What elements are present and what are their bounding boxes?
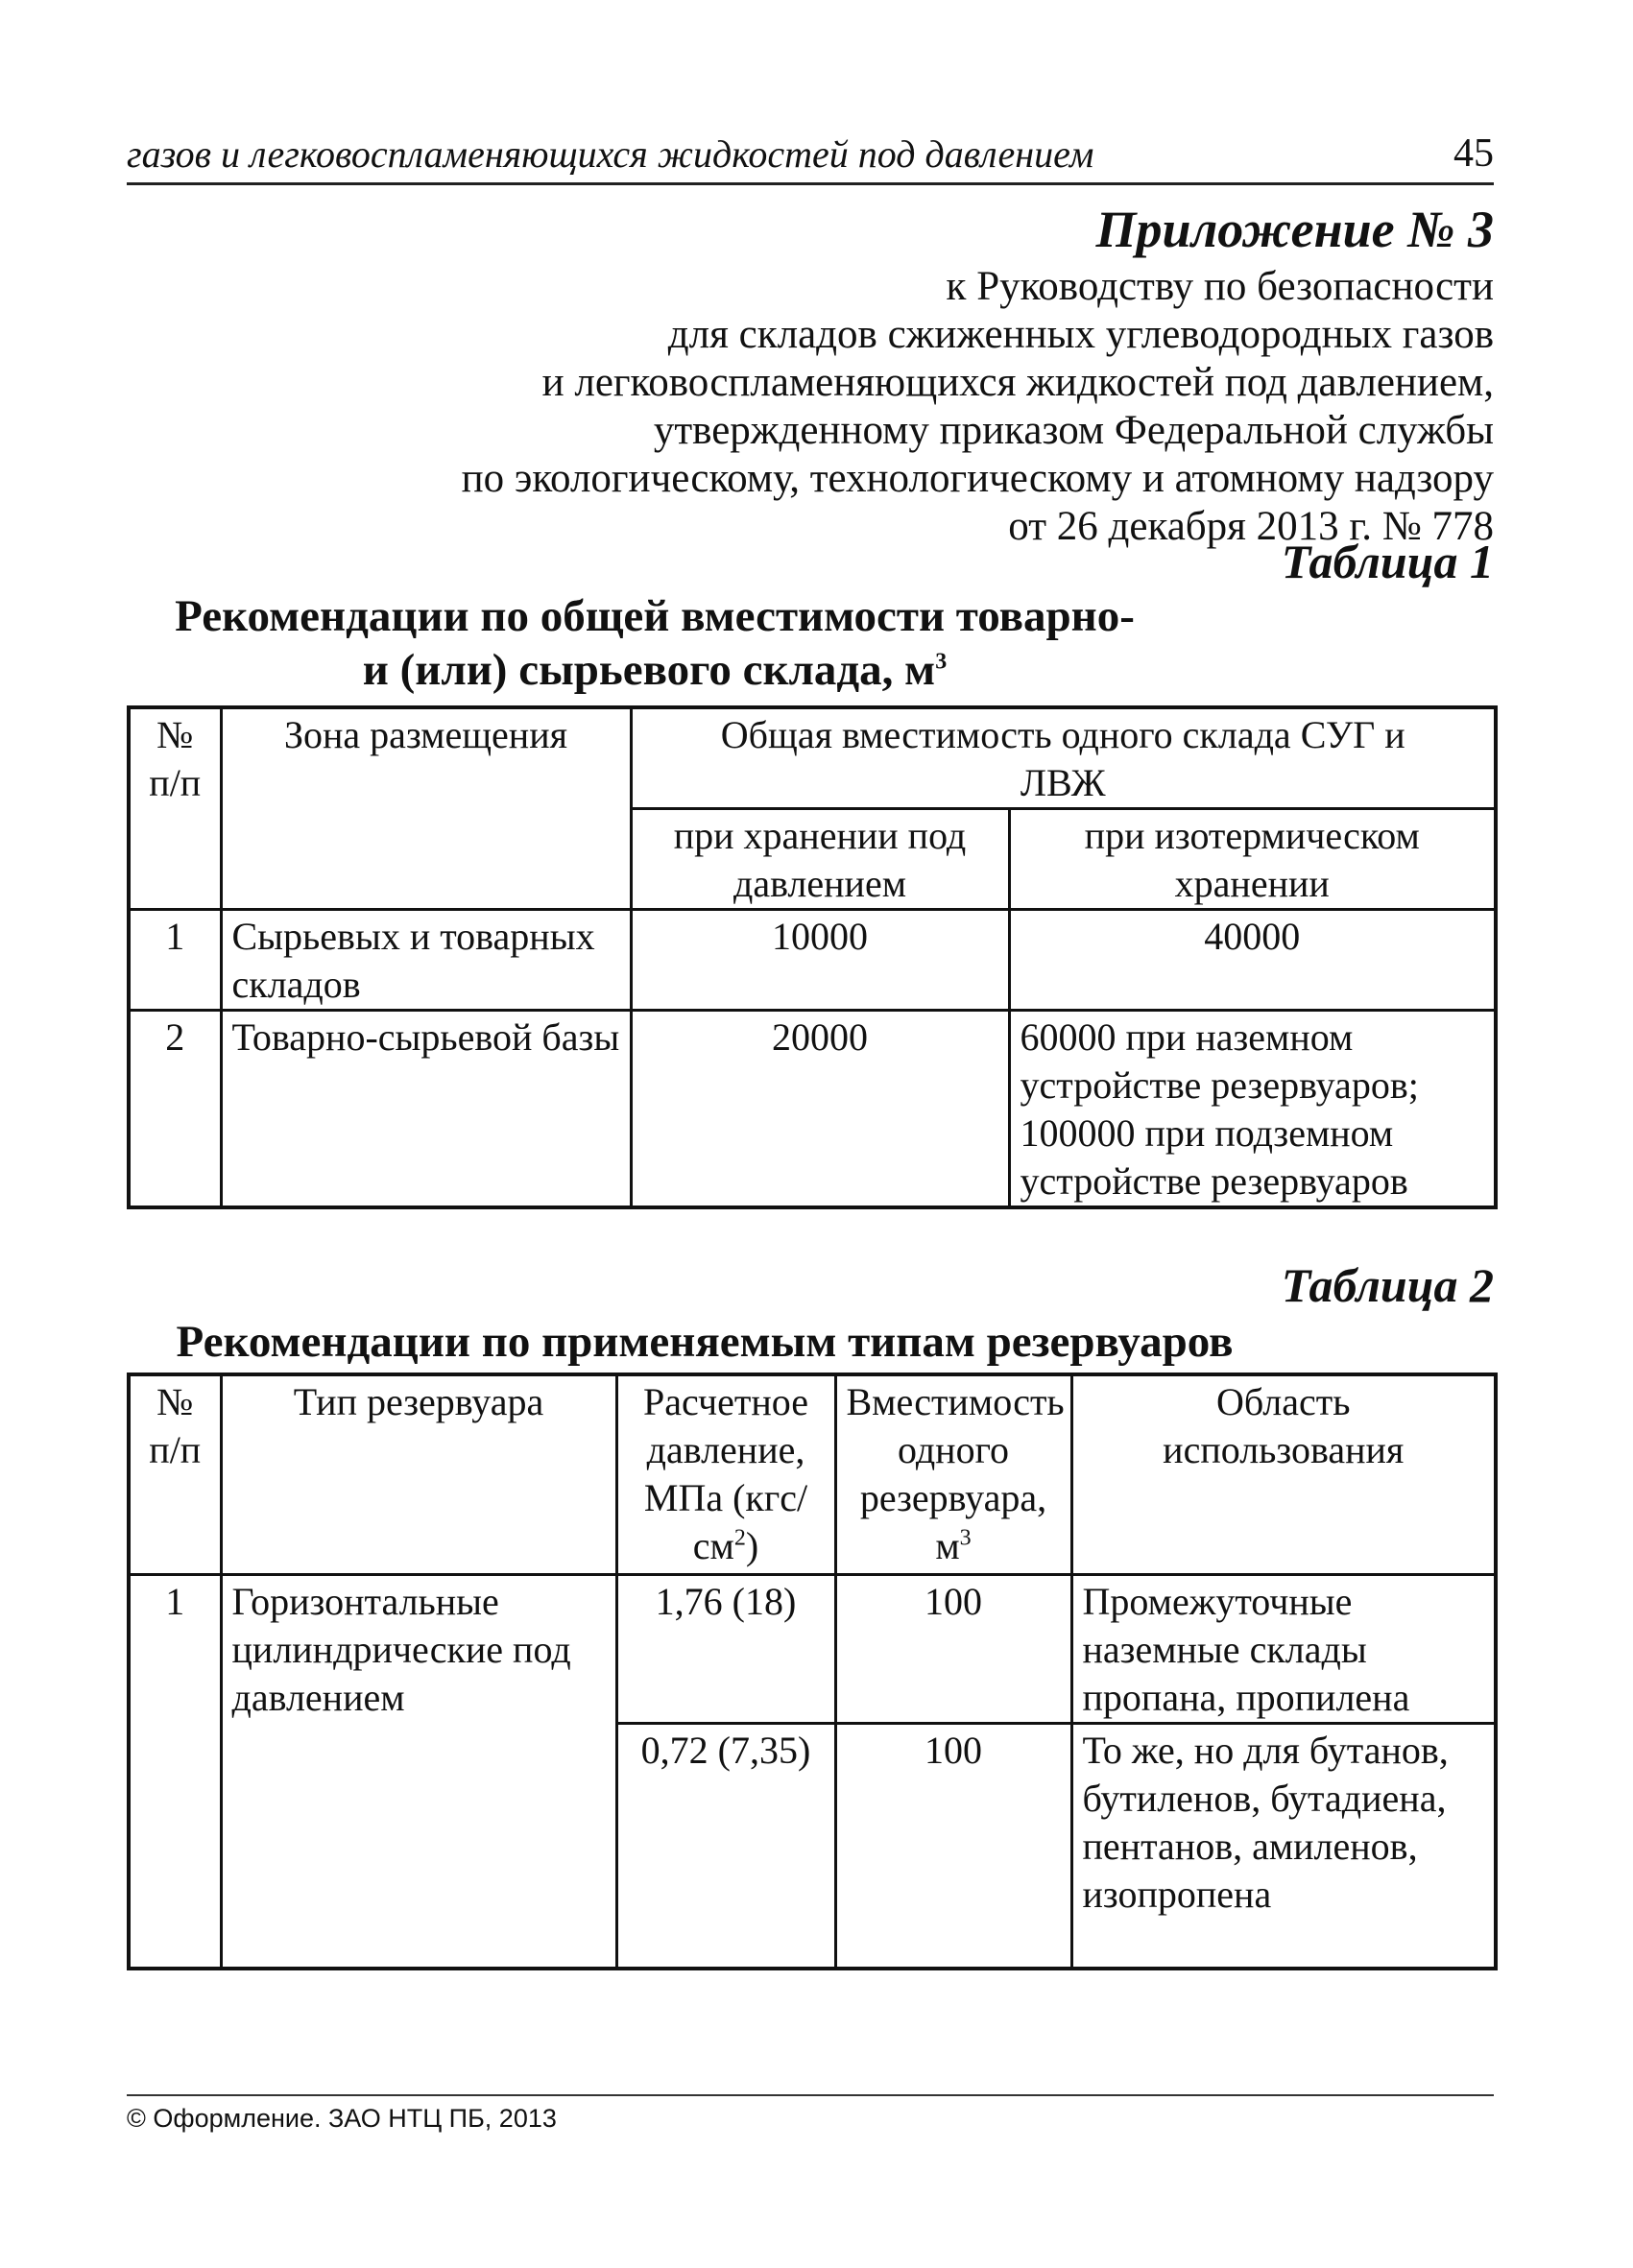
appendix-line: по экологическому, технологическому и атомному надзору — [461, 456, 1494, 501]
table2-caption: Рекомендации по применяемым типам резервуаров — [176, 1317, 1234, 1367]
table2-header-pressure-end: ) — [745, 1524, 759, 1567]
table1-header-zone: Зона размещения — [221, 707, 631, 910]
table2-cell-type: Горизонтальные цилиндрические под давлением — [221, 1574, 616, 1969]
table2-label: Таблица 2 — [1281, 1258, 1494, 1312]
table2-header-pressure-sup: 2 — [733, 1525, 746, 1551]
table2-cell-pressure: 1,76 (18) — [616, 1574, 835, 1723]
table2-cell-volume: 100 — [835, 1723, 1071, 1969]
table2-header-volume-text: Вместимость одного резервуара, м — [846, 1380, 1065, 1567]
table2-cell-num: 1 — [129, 1574, 221, 1969]
table1-caption — [127, 589, 1183, 697]
table2-cell-area: Промежуточные наземные склады пропана, пропилена — [1071, 1574, 1496, 1723]
appendix-title: Приложение № 3 — [1095, 201, 1494, 258]
table1-cell-num: 2 — [129, 1011, 221, 1208]
appendix-line: для складов сжиженных углеводородных газов — [667, 312, 1494, 357]
page-number: 45 — [1453, 131, 1494, 176]
table2-cell-area: То же, но для бутанов, бутиленов, бутадиена, пентанов, амиленов, изопропена — [1071, 1723, 1496, 1969]
table2-header-type: Тип резервуара — [221, 1374, 616, 1574]
table-row — [129, 910, 1496, 1011]
table2-header-pressure — [616, 1374, 835, 1574]
table1-caption-line — [127, 643, 1183, 697]
table2-header-pressure-text: Расчетное давление, МПа (кгс/см — [643, 1380, 808, 1567]
table1-header-capacity: Общая вместимость одного склада СУГ и ЛВЖ — [631, 707, 1496, 809]
table1-cell-zone: Товарно-сырьевой базы — [221, 1011, 631, 1208]
table1-cell-num: 1 — [129, 910, 221, 1011]
running-header — [127, 123, 1494, 185]
table2-cell-volume: 100 — [835, 1574, 1071, 1723]
table-row — [129, 1574, 1496, 1723]
table1-cell-pressure: 20000 — [631, 1011, 1009, 1208]
appendix-block — [127, 200, 1494, 551]
table1-cell-zone: Сырьевых и товарных складов — [221, 910, 631, 1011]
table1-caption-text: и (или) сырьевого склада, м — [362, 645, 936, 695]
appendix-line: утвержденному приказом Федеральной службы — [653, 408, 1494, 453]
table1-header-num: № п/п — [129, 707, 221, 910]
table1-cell-isothermal: 40000 — [1009, 910, 1496, 1011]
table1-cell-isothermal: 60000 при наземном устройстве резервуаров; 100000 при подземном устройстве резервуаров — [1009, 1011, 1496, 1208]
table2-header-volume — [835, 1374, 1071, 1574]
copyright: © Оформление. ЗАО НТЦ ПБ, 2013 — [127, 2104, 557, 2133]
table-row — [129, 1011, 1496, 1208]
footer-rule — [127, 2094, 1494, 2096]
table1-header-isothermal: при изотермическом хранении — [1009, 809, 1496, 910]
table1-label: Таблица 1 — [1281, 535, 1494, 588]
table2-header-num: № п/п — [129, 1374, 221, 1574]
table2 — [127, 1373, 1498, 1970]
table1-caption-sup: 3 — [935, 649, 948, 675]
table2-header-volume-sup: 3 — [959, 1525, 972, 1551]
appendix-line: от 26 декабря 2013 г. № 778 — [1008, 504, 1494, 549]
appendix-line: к Руководству по безопасности — [946, 264, 1494, 309]
appendix-line: и легковоспламеняющихся жидкостей под давлением, — [541, 360, 1494, 405]
table2-cell-pressure: 0,72 (7,35) — [616, 1723, 835, 1969]
table1-cell-pressure: 10000 — [631, 910, 1009, 1011]
table1-caption-line: Рекомендации по общей вместимости товарно- — [175, 591, 1135, 641]
table1-header-pressure: при хранении под давлением — [631, 809, 1009, 910]
table2-header-area: Область использования — [1071, 1374, 1496, 1574]
running-header-title: газов и легковоспламеняющихся жидкостей под давлением — [127, 132, 1094, 176]
table1 — [127, 705, 1498, 1209]
